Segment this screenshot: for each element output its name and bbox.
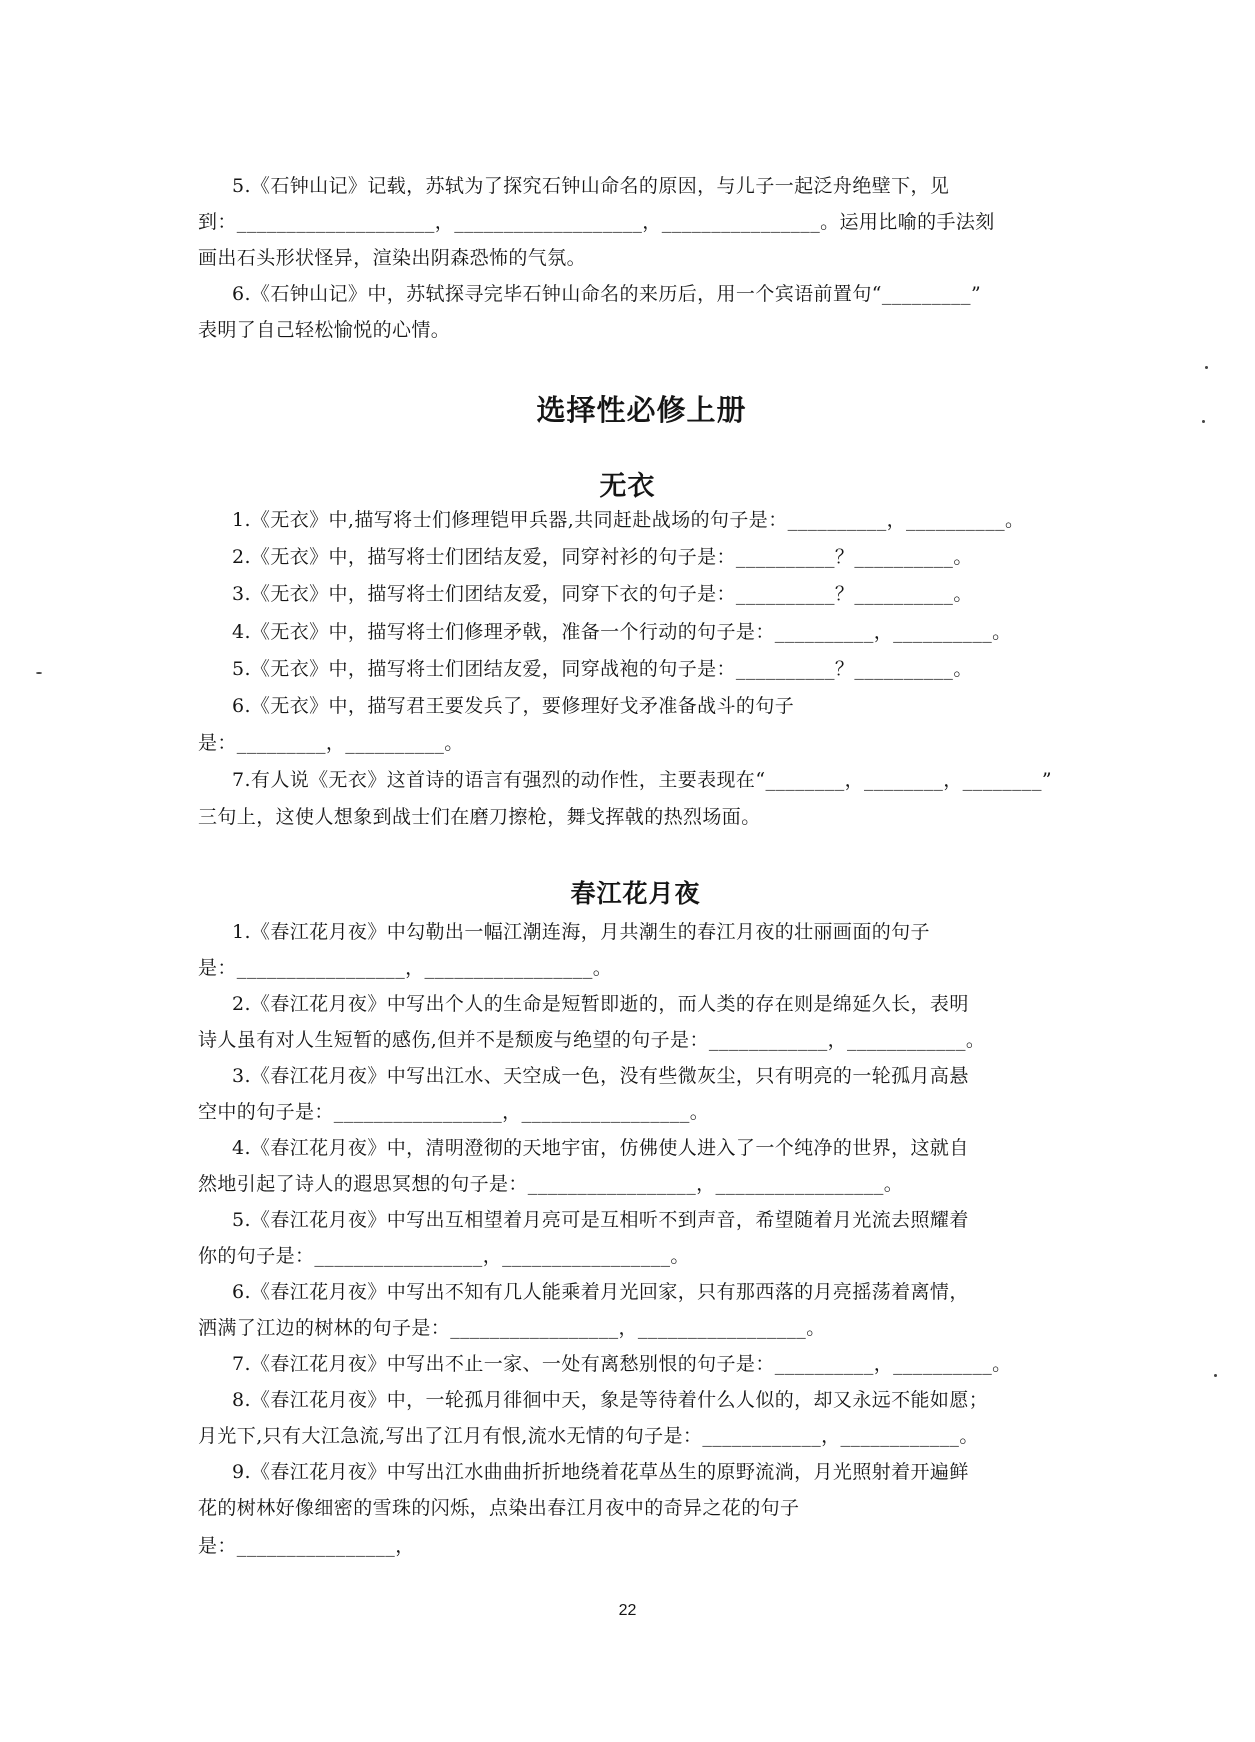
chunjiang-question-5-line2: 你的句子是：_________________，_________________。 bbox=[198, 1245, 690, 1267]
chunjiang-question-3-line2: 空中的句子是：_________________，_________________。 bbox=[198, 1101, 710, 1123]
question-shizhongshan-5-line3: 画出石头形状怪异，渲染出阴森恐怖的气氛。 bbox=[198, 247, 587, 269]
wuyi-question-7-line1: 7.有人说《无衣》这首诗的语言有强烈的动作性，主要表现在“________，________，________” bbox=[232, 769, 1052, 791]
wuyi-question-6-line1: 6.《无衣》中，描写君王要发兵了，要修理好戈矛准备战斗的句子 bbox=[232, 695, 795, 717]
chunjiang-question-7: 7.《春江花月夜》中写出不止一家、一处有离愁别恨的句子是：__________，__________。 bbox=[232, 1353, 1012, 1375]
chunjiang-question-3-line1: 3.《春江花月夜》中写出江水、天空成一色，没有些微灰尘，只有明亮的一轮孤月高悬 bbox=[232, 1065, 969, 1087]
wuyi-question-7-line2: 三句上，这使人想象到战士们在磨刀擦枪，舞戈挥戟的热烈场面。 bbox=[198, 806, 761, 828]
chunjiang-question-2-line1: 2.《春江花月夜》中写出个人的生命是短暂即逝的，而人类的存在则是绵延久长，表明 bbox=[232, 993, 969, 1015]
scan-speck bbox=[1205, 366, 1208, 369]
chunjiang-question-1-line2: 是：_________________，_________________。 bbox=[198, 957, 613, 979]
chunjiang-question-6-line1: 6.《春江花月夜》中写出不知有几人能乘着月光回家，只有那西落的月亮摇荡着离情， bbox=[232, 1281, 969, 1303]
scan-speck bbox=[1202, 420, 1205, 423]
chunjiang-question-9-line2: 花的树林好像细密的雪珠的闪烁，点染出春江月夜中的奇异之花的句子 bbox=[198, 1497, 800, 1519]
question-shizhongshan-5-line2: 到：____________________，___________________，________________。运用比喻的手法刻 bbox=[198, 211, 995, 233]
section-heading: 选择性必修上册 bbox=[536, 393, 747, 427]
chunjiang-question-6-line2: 洒满了江边的树林的句子是：_________________，_________________。 bbox=[198, 1317, 826, 1339]
chunjiang-question-9-line1: 9.《春江花月夜》中写出江水曲曲折折地绕着花草丛生的原野流淌，月光照射着开遍鲜 bbox=[232, 1461, 969, 1483]
chunjiang-question-8-line2: 月光下,只有大江急流,写出了江月有恨,流水无情的句子是：____________，____________。 bbox=[198, 1425, 979, 1447]
chunjiang-question-4-line2: 然地引起了诗人的遐思冥想的句子是：_________________，_________________。 bbox=[198, 1173, 904, 1195]
wuyi-question-3: 3.《无衣》中，描写将士们团结友爱，同穿下衣的句子是：__________？__________。 bbox=[232, 583, 973, 605]
question-shizhongshan-6-line1: 6.《石钟山记》中，苏轼探寻完毕石钟山命名的来历后，用一个宾语前置句“_________” bbox=[232, 283, 982, 305]
wuyi-question-1: 1.《无衣》中,描写将士们修理铠甲兵器,共同赶赴战场的句子是：__________，__________。 bbox=[232, 509, 1025, 531]
chunjiang-question-9-line3: 是：________________， bbox=[198, 1535, 415, 1557]
chunjiang-question-5-line1: 5.《春江花月夜》中写出互相望着月亮可是互相听不到声音，希望随着月光流去照耀着 bbox=[232, 1209, 969, 1231]
scan-speck bbox=[1214, 1374, 1217, 1377]
poem-title-chunjiang: 春江花月夜 bbox=[570, 879, 701, 908]
chunjiang-question-8-line1: 8.《春江花月夜》中，一轮孤月徘徊中天，象是等待着什么人似的，却又永远不能如愿； bbox=[232, 1389, 989, 1411]
question-shizhongshan-6-line2: 表明了自己轻松愉悦的心情。 bbox=[198, 319, 451, 341]
page-number: 22 bbox=[618, 1602, 637, 1619]
chunjiang-question-2-line2: 诗人虽有对人生短暂的感伤,但并不是颓废与绝望的句子是：____________，____________。 bbox=[198, 1029, 986, 1051]
wuyi-question-4: 4.《无衣》中，描写将士们修理矛戟，准备一个行动的句子是：__________，__________。 bbox=[232, 621, 1012, 643]
wuyi-question-6-line2: 是：_________，__________。 bbox=[198, 732, 464, 754]
scan-speck bbox=[36, 672, 42, 674]
chunjiang-question-1-line1: 1.《春江花月夜》中勾勒出一幅江潮连海，月共潮生的春江月夜的壮丽画面的句子 bbox=[232, 921, 930, 943]
chunjiang-question-4-line1: 4.《春江花月夜》中，清明澄彻的天地宇宙，仿佛使人进入了一个纯净的世界，这就自 bbox=[232, 1137, 969, 1159]
wuyi-question-2: 2.《无衣》中，描写将士们团结友爱，同穿衬衫的句子是：__________？__________。 bbox=[232, 546, 973, 568]
question-shizhongshan-5-line1: 5.《石钟山记》记载，苏轼为了探究石钟山命名的原因，与儿子一起泛舟绝壁下，见 bbox=[232, 175, 950, 197]
wuyi-question-5: 5.《无衣》中，描写将士们团结友爱，同穿战袍的句子是：__________？__________。 bbox=[232, 658, 973, 680]
poem-title-wuyi: 无衣 bbox=[599, 471, 656, 502]
